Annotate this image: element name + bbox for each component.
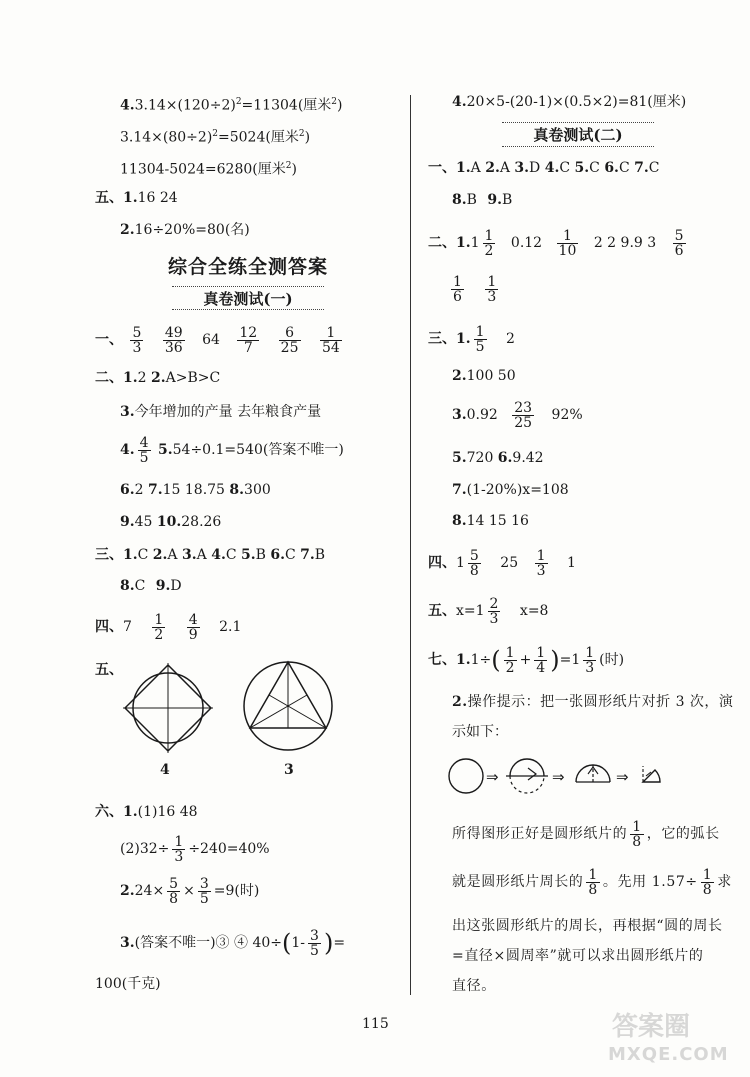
circle-triangle-figure bbox=[238, 656, 338, 756]
fraction: $\frac{49}{36}$ bbox=[164, 324, 183, 356]
fraction: $\frac{1}{2}$ bbox=[505, 644, 515, 676]
fraction: $\frac{1}{3}$ bbox=[585, 644, 595, 676]
answer-line: 五、x=1 $\frac{2}{3}$ x=8 bbox=[428, 595, 549, 627]
fraction: $\frac{5}{8}$ bbox=[469, 547, 479, 579]
section-label: 五、 bbox=[95, 662, 123, 678]
answer-line: 示如下： bbox=[452, 724, 508, 740]
answer-line: 七、1.1÷( $\frac{1}{2}$ + $\frac{1}{4}$ )=1 $\frac{1}{3}$ (时) bbox=[428, 644, 625, 676]
answer-line: 2.16÷20%=80(名) bbox=[120, 222, 250, 238]
figure-caption: 3 bbox=[284, 762, 294, 778]
divider bbox=[502, 122, 654, 123]
fraction: $\frac{1}{6}$ bbox=[453, 273, 462, 305]
fraction: $\frac{1}{2}$ bbox=[154, 611, 164, 643]
answer-line: 3.(答案不唯一)③ ④ 40÷(1- $\frac{3}{5}$ )= bbox=[120, 927, 346, 959]
answer-line: 100(千克) bbox=[95, 976, 161, 992]
fraction: $\frac{1}{3}$ bbox=[487, 273, 497, 305]
svg-text:⇒: ⇒ bbox=[552, 768, 565, 786]
section-title: 综合全练全测答案 bbox=[168, 256, 329, 278]
answer-line: 一、1.A 2.A 3.D 4.C 5.C 6.C 7.C bbox=[428, 160, 660, 176]
column-divider bbox=[410, 95, 411, 995]
fraction: $\frac{4}{9}$ bbox=[188, 611, 198, 643]
folding-diagram bbox=[448, 752, 673, 800]
fraction: $\frac{23}{25}$ bbox=[514, 399, 533, 431]
test-subtitle: 真卷测试(一) bbox=[203, 290, 293, 308]
fraction: $\frac{1}{3}$ bbox=[536, 547, 546, 579]
svg-text:⇒: ⇒ bbox=[486, 768, 499, 786]
answer-line: 三、1. $\frac{1}{5}$ 2 bbox=[428, 323, 515, 355]
answer-line: 4.20×5-(20-1)×(0.5×2)=81(厘米) bbox=[452, 94, 687, 110]
fraction: $\frac{3}{5}$ bbox=[310, 927, 319, 959]
fraction: $\frac{1}{8}$ bbox=[588, 866, 598, 898]
fraction: $\frac{5}{6}$ bbox=[674, 227, 684, 259]
answer-line: $4.3.14\times(120\div 2)^2=11304$(厘米$^2$) bbox=[120, 97, 343, 114]
answer-line: 11304-5024=6280(厘米$^2$) bbox=[120, 161, 297, 178]
fraction: $\frac{1}{4}$ bbox=[536, 644, 546, 676]
answer-line: 8.14 15 16 bbox=[452, 513, 529, 529]
answer-line: 三、1.C 2.A 3.A 4.C 5.B 6.C 7.B bbox=[95, 547, 326, 563]
answer-paragraph-line: 出这张圆形纸片的周长，再根据“圆的周长 bbox=[452, 918, 723, 934]
answer-line: 6.2 7.15 18.75 8.300 bbox=[120, 482, 271, 498]
answer-line bbox=[448, 272, 501, 306]
page-number: 115 bbox=[362, 1016, 389, 1032]
divider bbox=[172, 309, 324, 310]
paren-open: ( bbox=[282, 929, 292, 957]
answer-paragraph-line: 就是圆形纸片周长的 $\frac{1}{8}$ 。先用 1.57÷ $\frac{1}{8}$ 求 bbox=[452, 866, 732, 898]
answer-line: 8.C 9.D bbox=[120, 578, 182, 594]
fraction: $\frac{5}{8}$ bbox=[169, 875, 179, 907]
answer-line: 8.B 9.B bbox=[452, 192, 513, 208]
answer-line: 四、1 $\frac{5}{8}$ 25 $\frac{1}{3}$ 1 bbox=[428, 547, 576, 579]
answer-line: $3.14\times(80\div 2)^2=5024$(厘米$^2$) bbox=[120, 129, 311, 146]
watermark-url: MXQE.COM bbox=[608, 1044, 729, 1065]
fraction: $\frac{4}{5}$ bbox=[139, 434, 149, 466]
answer-line: 9.45 10.28.26 bbox=[120, 514, 222, 530]
answer-line: 2.操作提示：把一张圆形纸片对折 3 次，演 bbox=[452, 694, 734, 710]
paren-close: ) bbox=[550, 646, 560, 674]
answer-line: 六、1.(1)16 48 bbox=[95, 804, 198, 820]
answer-line: 7.(1-20%)x=108 bbox=[452, 482, 569, 498]
fraction: $\frac{1}{8}$ bbox=[632, 818, 642, 850]
fraction: $\frac{1}{2}$ bbox=[484, 227, 494, 259]
divider bbox=[502, 146, 654, 147]
figure-caption: 4 bbox=[160, 762, 170, 778]
fraction: $\frac{5}{3}$ bbox=[132, 324, 142, 356]
answer-line: 五、1.16 24 bbox=[95, 190, 178, 206]
answer-line: 四、7 $\frac{1}{2}$ $\frac{4}{9}$ 2.1 bbox=[95, 611, 242, 643]
watermark-logo: 答案圈 bbox=[612, 1012, 691, 1042]
answer-paragraph-line: 直径。 bbox=[452, 978, 496, 994]
fraction: $\frac{2}{3}$ bbox=[489, 595, 499, 627]
fraction: $\frac{1}{54}$ bbox=[321, 324, 340, 356]
circle-square-figure bbox=[118, 658, 218, 758]
answer-line: 二、1.1 $\frac{1}{2}$ 0.12 $\frac{1}{10}$ 2 2 9.9 3 $\frac{5}{6}$ bbox=[428, 227, 684, 259]
paren-open: ( bbox=[491, 646, 501, 674]
answer-line: 5.720 6.9.42 bbox=[452, 450, 544, 466]
test-subtitle: 真卷测试(二) bbox=[533, 126, 623, 144]
answer-line: 3.0.92 $\frac{23}{25}$ 92% bbox=[452, 399, 583, 431]
svg-text:⇒: ⇒ bbox=[616, 768, 629, 786]
fraction: $\frac{12}{7}$ bbox=[239, 324, 258, 356]
answer-line: 一、 $\frac{5}{3}$ $\frac{49}{36}$ 64 $\frac{12}{7}$ $\frac{6}{25}$ $\frac{1}{54}$ bbox=[95, 324, 340, 356]
answer-line: 4. $\frac{4}{5}$ 5.54÷0.1=540(答案不唯一) bbox=[120, 434, 344, 466]
answer-line: 二、1.2 2.A>B>C bbox=[95, 370, 221, 386]
answer-line: 3.今年增加的产量 去年粮食产量 bbox=[120, 404, 322, 420]
answer-line: (2)32÷ $\frac{1}{3}$ ÷240=40% bbox=[120, 833, 270, 865]
fraction: $\frac{6}{25}$ bbox=[280, 324, 299, 356]
fraction: $\frac{1}{3}$ bbox=[174, 833, 184, 865]
answer-paragraph-line: =直径×圆周率”就可以求出圆形纸片的 bbox=[452, 948, 704, 964]
answer-line: 2.24× $\frac{5}{8}$ × $\frac{3}{5}$ =9(时) bbox=[120, 875, 260, 907]
fraction: $\frac{1}{5}$ bbox=[475, 323, 485, 355]
fraction: $\frac{3}{5}$ bbox=[199, 875, 209, 907]
answer-paragraph-line: 所得图形正好是圆形纸片的 $\frac{1}{8}$ ，它的弧长 bbox=[452, 818, 720, 850]
fraction: $\frac{1}{10}$ bbox=[558, 227, 577, 259]
fraction: $\frac{1}{8}$ bbox=[702, 866, 713, 898]
answer-line: 2.100 50 bbox=[452, 368, 516, 384]
paren-close: ) bbox=[323, 929, 334, 957]
divider bbox=[172, 286, 324, 287]
